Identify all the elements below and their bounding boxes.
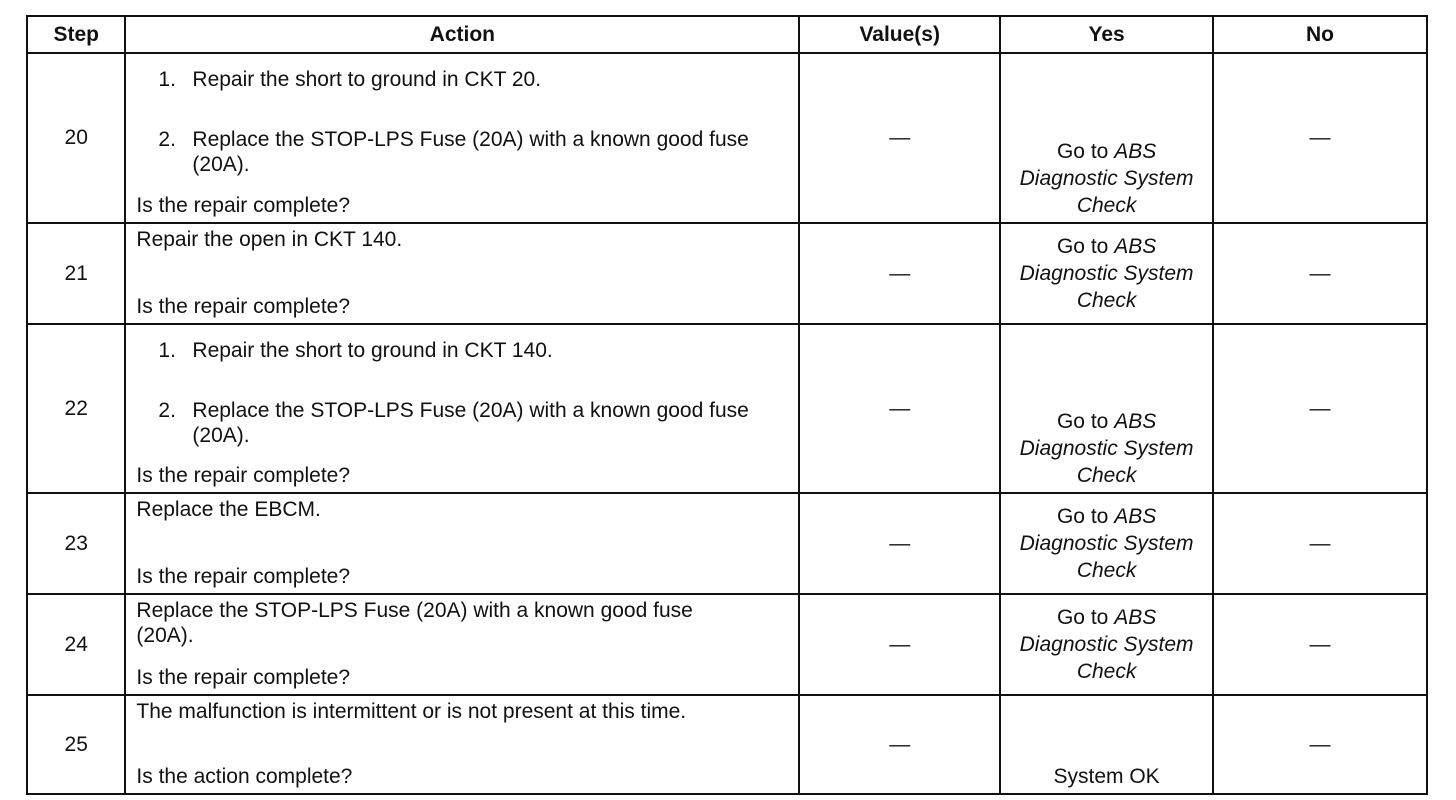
action-text: Replace the EBCM. (136, 498, 321, 521)
item-text: Repair the short to ground in CKT 140. (192, 339, 553, 362)
yes-prefix: Go to (1056, 505, 1109, 528)
value-cell: — (799, 53, 1000, 223)
action-question: Is the repair complete? (136, 295, 351, 318)
table-row (27, 53, 1427, 223)
table-row (27, 493, 1427, 594)
header-row (27, 16, 1427, 53)
no-cell: — (1213, 594, 1427, 695)
step-number: 23 (27, 493, 125, 594)
value-cell: — (799, 695, 1000, 794)
no-cell: — (1213, 223, 1427, 324)
item-number: 1. (158, 339, 176, 362)
action-question: Is the repair complete? (136, 194, 351, 217)
abs-diagnostic-link[interactable]: ABS Diagnostic System Check (1019, 139, 1194, 217)
yes-cell (1000, 493, 1213, 594)
action-text: The malfunction is intermittent or is not present at this time. (136, 700, 687, 723)
action-question: Is the repair complete? (136, 464, 351, 487)
action-text: Replace the STOP-LPS Fuse (20A) with a known good fuse (20A). (136, 599, 693, 647)
table-row (27, 695, 1427, 794)
yes-cell (1000, 324, 1213, 493)
action-item (136, 398, 788, 448)
value-cell: — (799, 324, 1000, 493)
item-number: 2. (158, 128, 176, 151)
abs-diagnostic-link[interactable]: ABS Diagnostic System Check (1019, 409, 1194, 487)
item-text: Replace the STOP-LPS Fuse (20A) with a known good fuse (20A). (192, 399, 749, 447)
header-values: Value(s) (799, 16, 1000, 53)
yes-cell (1000, 53, 1213, 223)
no-cell: — (1213, 493, 1427, 594)
action-cell (125, 223, 799, 324)
action-cell (125, 324, 799, 493)
step-number: 24 (27, 594, 125, 695)
table-row (27, 223, 1427, 324)
yes-cell (1000, 695, 1213, 794)
header-no: No (1213, 16, 1427, 53)
diagnostic-table (26, 15, 1428, 795)
action-cell (125, 493, 799, 594)
yes-prefix: Go to (1056, 235, 1109, 258)
system-ok-text: System OK (1053, 764, 1160, 788)
no-cell: — (1213, 53, 1427, 223)
table-row (27, 594, 1427, 695)
step-number: 25 (27, 695, 125, 794)
step-number: 22 (27, 324, 125, 493)
item-text: Repair the short to ground in CKT 20. (192, 68, 542, 91)
action-question: Is the repair complete? (136, 565, 351, 588)
action-cell (125, 594, 799, 695)
action-item (136, 67, 788, 92)
step-number: 21 (27, 223, 125, 324)
no-cell: — (1213, 324, 1427, 493)
header-yes: Yes (1000, 16, 1213, 53)
yes-prefix: Go to (1056, 606, 1109, 629)
action-text: Repair the open in CKT 140. (136, 228, 403, 251)
abs-diagnostic-link[interactable]: ABS Diagnostic System Check (1019, 505, 1194, 582)
yes-cell (1000, 594, 1213, 695)
yes-prefix: Go to (1056, 139, 1109, 163)
action-item (136, 127, 788, 177)
item-number: 1. (158, 68, 176, 91)
value-cell: — (799, 594, 1000, 695)
item-text: Replace the STOP-LPS Fuse (20A) with a known good fuse (20A). (192, 128, 749, 176)
abs-diagnostic-link[interactable]: ABS Diagnostic System Check (1019, 606, 1194, 683)
table-row (27, 324, 1427, 493)
action-question: Is the action complete? (136, 765, 353, 788)
header-action: Action (125, 16, 799, 53)
item-number: 2. (158, 399, 176, 422)
step-number: 20 (27, 53, 125, 223)
value-cell: — (799, 223, 1000, 324)
action-cell (125, 695, 799, 794)
action-item (136, 338, 788, 363)
value-cell: — (799, 493, 1000, 594)
yes-cell (1000, 223, 1213, 324)
action-question: Is the repair complete? (136, 666, 351, 689)
abs-diagnostic-link[interactable]: ABS Diagnostic System Check (1019, 235, 1194, 312)
action-cell (125, 53, 799, 223)
header-step: Step (27, 16, 125, 53)
yes-prefix: Go to (1056, 409, 1109, 433)
no-cell: — (1213, 695, 1427, 794)
